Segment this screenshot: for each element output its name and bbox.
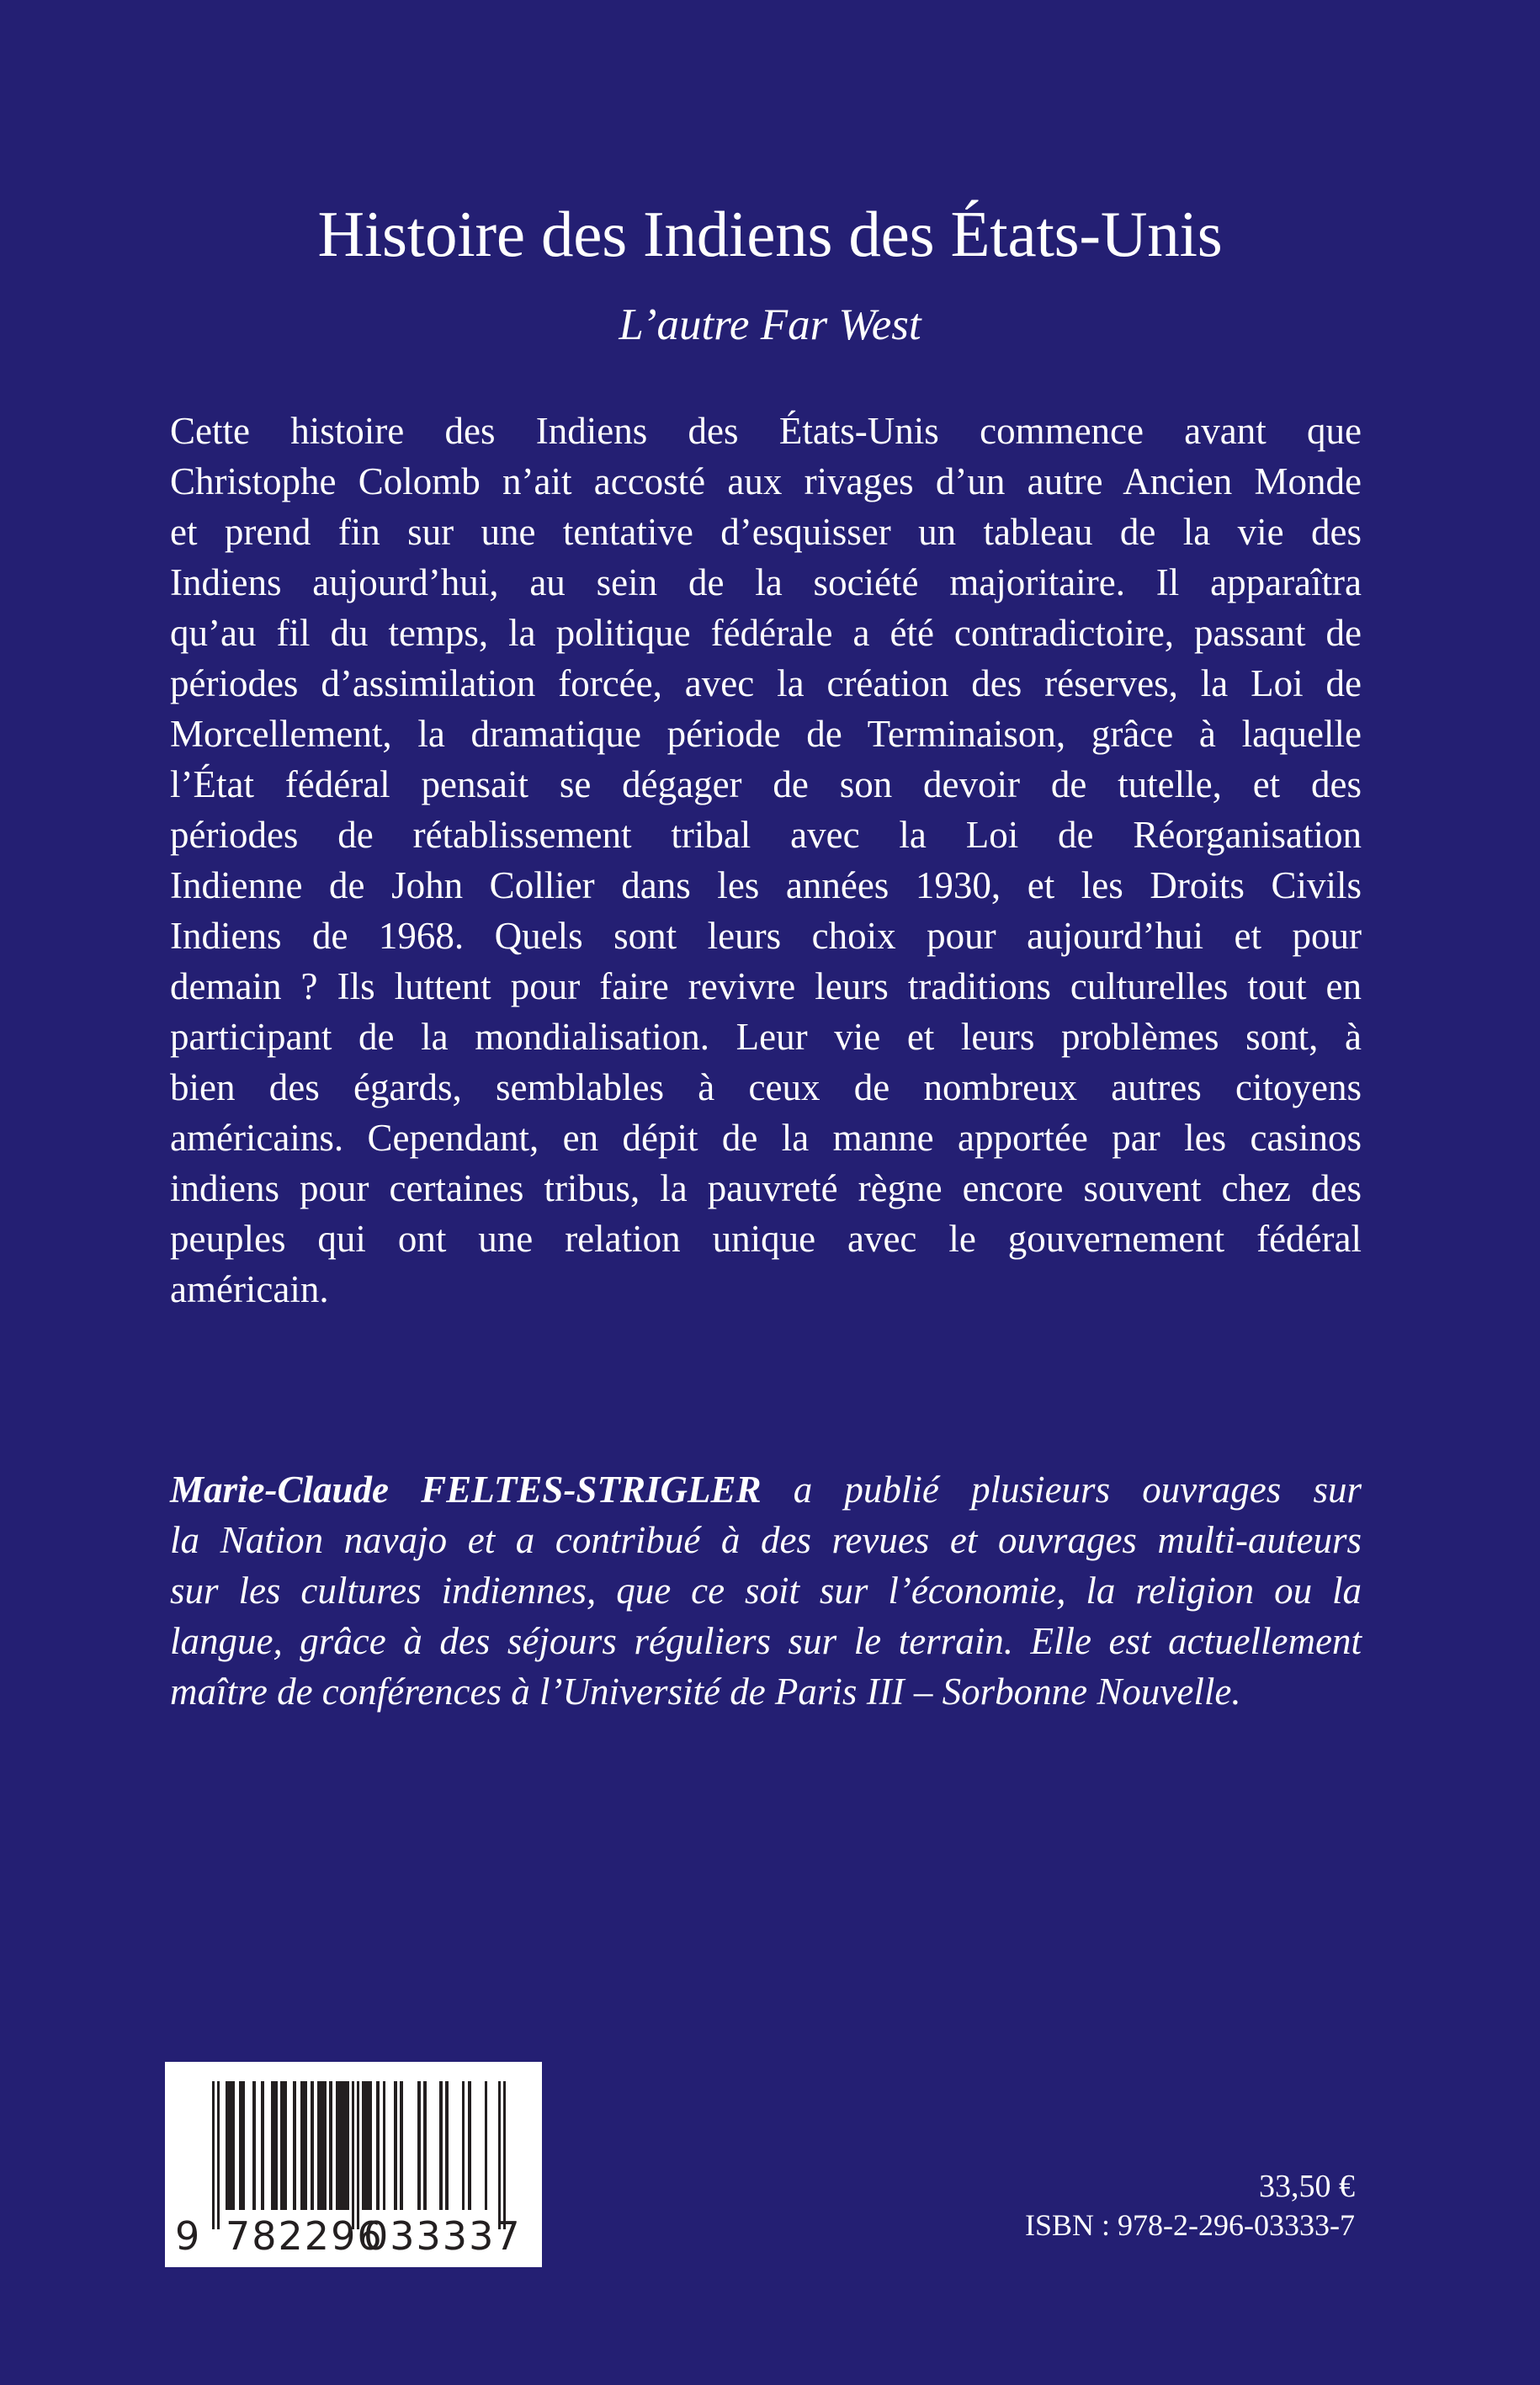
summary-line: Indiens de 1968. Quels sont leurs choix pour aujourd’hui et pour bbox=[170, 915, 1362, 957]
summary-line: et prend fin sur une tentative d’esquisser un tableau de la vie des bbox=[170, 511, 1362, 553]
bio-line-rest: a publié plusieurs ouvrages sur bbox=[761, 1469, 1362, 1511]
barcode-left-digits: 782296 bbox=[226, 2213, 384, 2259]
summary-line: Morcellement, la dramatique période de Terminaison, grâce à laquelle bbox=[170, 713, 1362, 755]
summary-line: périodes de rétablissement tribal avec la Loi de Réorganisation bbox=[170, 814, 1362, 856]
summary-line: Indiens aujourd’hui, au sein de la société majoritaire. Il apparaîtra bbox=[170, 561, 1362, 603]
isbn-number: ISBN : 978-2-296-03333-7 bbox=[1025, 2208, 1355, 2242]
bio-line: maître de conférences à l’Université de Paris III – Sorbonne Nouvelle. bbox=[170, 1671, 1241, 1713]
author-name: Marie-Claude FELTES-STRIGLER bbox=[170, 1469, 762, 1511]
barcode-digits bbox=[165, 2215, 542, 2257]
book-title: Histoire des Indiens des États-Unis bbox=[317, 198, 1223, 270]
price: 33,50 € bbox=[1259, 2169, 1355, 2204]
summary-line: américain. bbox=[170, 1268, 329, 1310]
isbn-barcode bbox=[165, 2062, 542, 2267]
bio-line: langue, grâce à des séjours réguliers sur le terrain. Elle est actuellement bbox=[170, 1620, 1362, 1662]
bio-line: la Nation navajo et a contribué à des revues et ouvrages multi-auteurs bbox=[170, 1519, 1362, 1561]
summary-line: périodes d’assimilation forcée, avec la création des réserves, la Loi de bbox=[170, 662, 1362, 704]
bio-line: sur les cultures indiennes, que ce soit sur l’économie, la religion ou la bbox=[170, 1570, 1362, 1612]
summary-line: l’État fédéral pensait se dégager de son devoir de tutelle, et des bbox=[170, 763, 1362, 805]
bio-line bbox=[170, 1464, 1362, 1515]
summary-line: américains. Cependant, en dépit de la manne apportée par les casinos bbox=[170, 1117, 1362, 1159]
summary-line: demain ? Ils luttent pour faire revivre leurs traditions culturelles tout en bbox=[170, 965, 1362, 1007]
summary-line: bien des égards, semblables à ceux de nombreux autres citoyens bbox=[170, 1066, 1362, 1108]
summary-paragraph bbox=[170, 406, 1362, 1315]
summary-line: participant de la mondialisation. Leur vie et leurs problèmes sont, à bbox=[170, 1016, 1362, 1058]
barcode-lead-digit: 9 bbox=[175, 2213, 200, 2259]
summary-line: qu’au fil du temps, la politique fédérale a été contradictoire, passant de bbox=[170, 612, 1362, 654]
summary-line: Christophe Colomb n’ait accosté aux rivages d’un autre Ancien Monde bbox=[170, 460, 1362, 502]
summary-line: Cette histoire des Indiens des États-Unis commence avant que bbox=[170, 410, 1362, 452]
summary-line: peuples qui ont une relation unique avec le gouvernement fédéral bbox=[170, 1218, 1362, 1260]
summary-line: Indienne de John Collier dans les années 1930, et les Droits Civils bbox=[170, 864, 1362, 906]
author-bio bbox=[170, 1464, 1362, 1717]
barcode-right-digits: 033337 bbox=[364, 2213, 522, 2259]
summary-line: indiens pour certaines tribus, la pauvreté règne encore souvent chez des bbox=[170, 1167, 1362, 1209]
book-subtitle: L’autre Far West bbox=[619, 300, 921, 349]
